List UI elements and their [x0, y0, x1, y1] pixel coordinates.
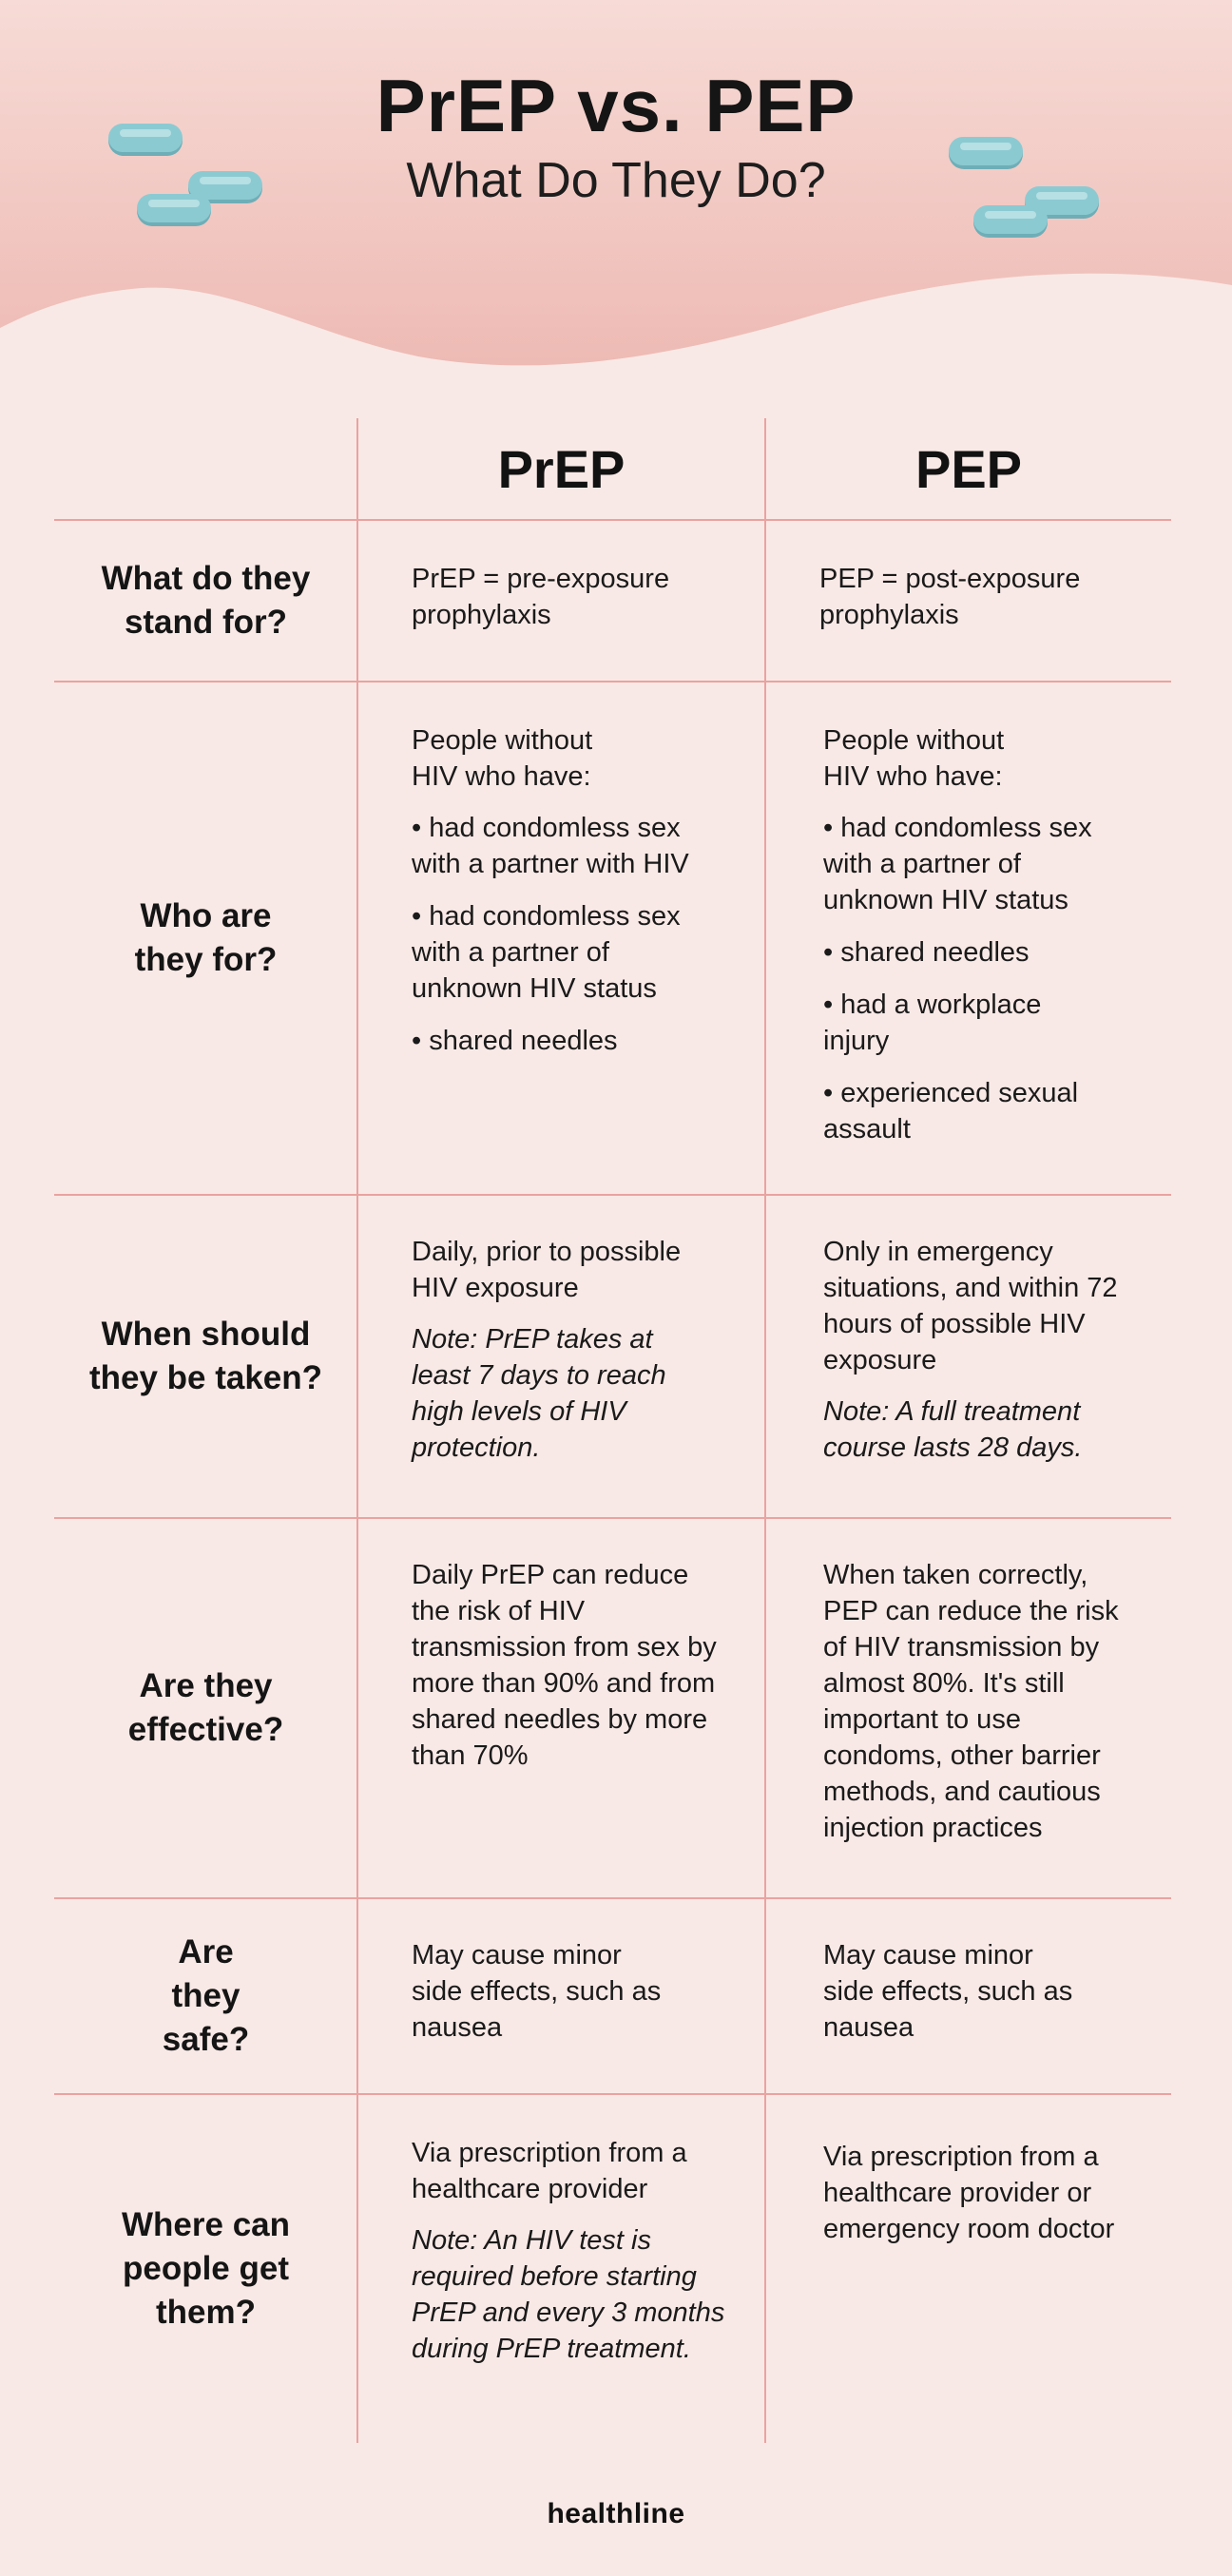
pep-when-note: Note: A full treatment course lasts 28 days. — [823, 1396, 1083, 1463]
column-header-pep: PEP — [914, 438, 1023, 499]
list-item: • shared needles — [823, 934, 1127, 971]
prep-who-for-cell — [412, 722, 735, 1075]
pep-where-cell — [823, 2139, 1146, 2262]
row-label-when-taken: When should they be taken? — [88, 1316, 323, 1396]
prep-who-intro: People without HIV who have: — [412, 725, 593, 792]
pep-effective-cell — [823, 1557, 1146, 1861]
column-divider — [764, 418, 766, 2443]
list-item: • had condomless sex with a partner with HIV — [412, 810, 735, 882]
pep-who-intro: People without HIV who have: — [823, 725, 1005, 792]
prep-when-cell — [412, 1234, 735, 1481]
prep-safe-cell — [412, 1937, 697, 2061]
list-item: • experienced sexual assault — [823, 1075, 1127, 1147]
page-subtitle: What Do They Do? — [406, 153, 826, 208]
pep-stand-for-text: PEP = post-exposure prophylaxis — [819, 564, 1081, 630]
row-label-stand-for: What do they stand for? — [101, 560, 311, 641]
prep-who-list — [412, 810, 735, 1059]
page-title: PrEP vs. PEP — [375, 64, 857, 147]
healthline-logo: healthline — [547, 2498, 685, 2529]
pep-safe-text: May cause minor side effects, such as nausea — [823, 1940, 1073, 2043]
pep-who-for-cell — [823, 722, 1127, 1163]
pep-when-text: Only in emergency situations, and within 72 hours of possible HIV exposure — [823, 1237, 1118, 1375]
pep-effective-text: When taken correctly, PEP can reduce the risk of HIV transmission by almost 80%. It's still important to use condoms, other barrier methods, and cautious injection practices — [823, 1560, 1119, 1843]
prep-where-text: Via prescription from a healthcare provider — [412, 2138, 687, 2204]
row-label-where: Where can people get them? — [122, 2206, 290, 2331]
prep-where-cell — [412, 2135, 740, 2382]
list-item: • had condomless sex with a partner of unknown HIV status — [823, 810, 1099, 918]
prep-stand-for-cell — [412, 561, 725, 648]
prep-where-note: Note: An HIV test is required before starting PrEP and every 3 months during PrEP treatment. — [412, 2225, 725, 2364]
header-banner — [0, 0, 1232, 380]
row-label-who-for: Who are they for? — [134, 897, 278, 978]
pep-stand-for-cell — [819, 561, 1133, 648]
row-label-safe: Are they safe? — [162, 1933, 250, 2058]
pep-when-cell — [823, 1234, 1137, 1481]
pill-icon — [972, 203, 1053, 243]
prep-safe-text: May cause minor side effects, such as nausea — [412, 1940, 662, 2043]
prep-when-note: Note: PrEP takes at least 7 days to reach high levels of HIV protection. — [412, 1324, 666, 1463]
prep-effective-text: Daily PrEP can reduce the risk of HIV transmission from sex by more than 90% and from shared needles by more than 70% — [412, 1560, 717, 1771]
prep-effective-cell — [412, 1557, 730, 1789]
pep-safe-cell — [823, 1937, 1108, 2061]
row-label-effective: Are they effective? — [127, 1667, 284, 1748]
list-item: • had a workplace injury — [823, 987, 1070, 1059]
column-header-prep: PrEP — [497, 438, 626, 499]
pep-who-list — [823, 810, 1127, 1147]
list-item: • shared needles — [412, 1023, 735, 1059]
prep-when-text: Daily, prior to possible HIV exposure — [412, 1237, 682, 1303]
prep-stand-for-text: PrEP = pre-exposure prophylaxis — [412, 564, 670, 630]
list-item: • had condomless sex with a partner of unknown HIV status — [412, 898, 687, 1007]
pep-where-text: Via prescription from a healthcare provider or emergency room doctor — [823, 2142, 1115, 2244]
comparison-table — [54, 418, 1171, 2443]
